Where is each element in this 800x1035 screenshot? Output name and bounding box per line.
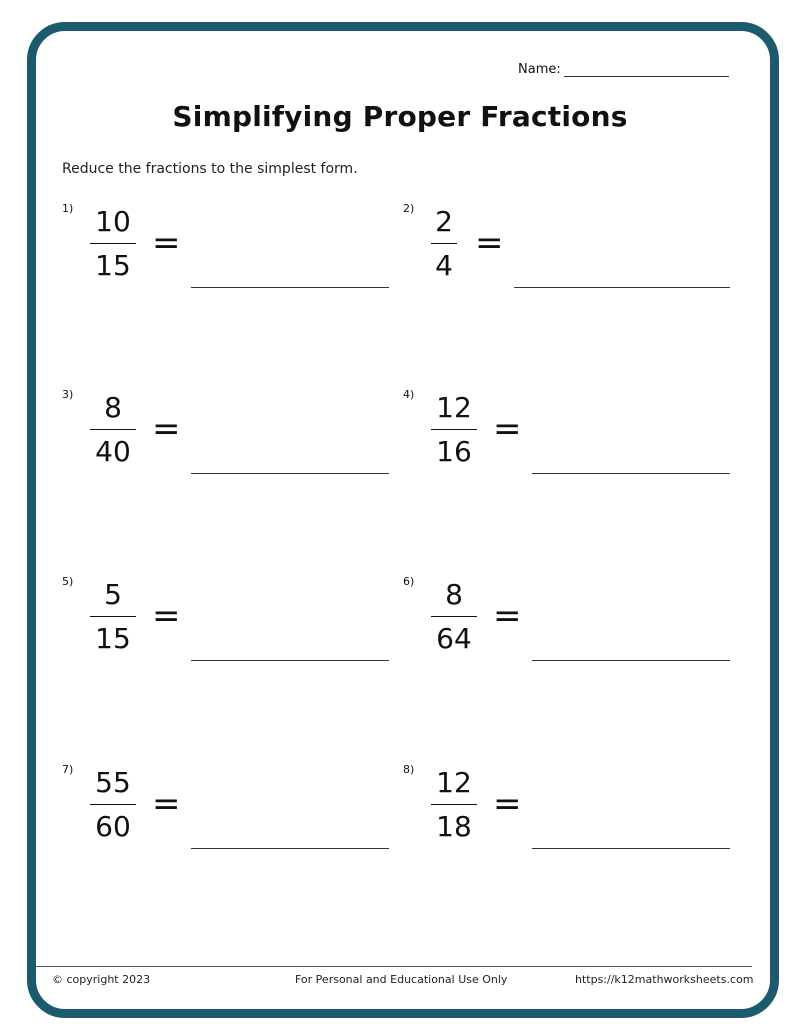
name-blank-line[interactable] [564, 62, 729, 77]
numerator: 55 [95, 766, 131, 799]
answer-line[interactable] [191, 848, 389, 849]
equals-sign: = [493, 409, 522, 449]
fraction [90, 767, 136, 843]
answer-line[interactable] [532, 848, 730, 849]
fraction-bar [90, 616, 136, 617]
fraction-bar [431, 243, 457, 244]
name-label: Name: [518, 62, 561, 77]
fraction [431, 206, 457, 282]
problem-number: 7) [62, 763, 74, 776]
numerator: 8 [104, 391, 122, 424]
fraction [90, 392, 136, 468]
fraction [431, 579, 477, 655]
footer-divider [36, 966, 752, 967]
problem-1 [62, 202, 402, 312]
denominator: 4 [435, 249, 453, 282]
fraction [90, 206, 136, 282]
problem-2 [403, 202, 743, 312]
instructions: Reduce the fractions to the simplest form. [62, 161, 358, 177]
numerator: 12 [436, 391, 472, 424]
fraction-bar [90, 804, 136, 805]
answer-line[interactable] [532, 473, 730, 474]
numerator: 2 [435, 205, 453, 238]
problem-6 [403, 575, 743, 685]
fraction [90, 579, 136, 655]
answer-line[interactable] [191, 660, 389, 661]
problem-number: 1) [62, 202, 74, 215]
answer-line[interactable] [514, 287, 730, 288]
answer-line[interactable] [532, 660, 730, 661]
denominator: 64 [436, 622, 472, 655]
equals-sign: = [475, 223, 504, 263]
denominator: 40 [95, 435, 131, 468]
problem-5 [62, 575, 402, 685]
footer-usage-note: For Personal and Educational Use Only [295, 973, 508, 986]
numerator: 12 [436, 766, 472, 799]
problem-number: 5) [62, 575, 74, 588]
equals-sign: = [493, 784, 522, 824]
problem-7 [62, 763, 402, 873]
denominator: 18 [436, 810, 472, 843]
problem-number: 4) [403, 388, 415, 401]
fraction [431, 767, 477, 843]
equals-sign: = [493, 596, 522, 636]
answer-line[interactable] [191, 287, 389, 288]
name-field[interactable] [518, 62, 729, 77]
problem-3 [62, 388, 402, 498]
footer-website-link[interactable]: https://k12mathworksheets.com [575, 973, 754, 986]
footer-copyright: © copyright 2023 [52, 973, 151, 986]
denominator: 15 [95, 249, 131, 282]
numerator: 10 [95, 205, 131, 238]
problem-8 [403, 763, 743, 873]
fraction-bar [90, 429, 136, 430]
answer-line[interactable] [191, 473, 389, 474]
problem-number: 6) [403, 575, 415, 588]
equals-sign: = [152, 223, 181, 263]
problem-number: 3) [62, 388, 74, 401]
fraction [431, 392, 477, 468]
fraction-bar [90, 243, 136, 244]
fraction-bar [431, 804, 477, 805]
equals-sign: = [152, 784, 181, 824]
denominator: 16 [436, 435, 472, 468]
equals-sign: = [152, 409, 181, 449]
worksheet-title: Simplifying Proper Fractions [172, 100, 628, 133]
denominator: 60 [95, 810, 131, 843]
problem-number: 2) [403, 202, 415, 215]
problem-4 [403, 388, 743, 498]
numerator: 8 [445, 578, 463, 611]
denominator: 15 [95, 622, 131, 655]
problem-number: 8) [403, 763, 415, 776]
equals-sign: = [152, 596, 181, 636]
numerator: 5 [104, 578, 122, 611]
fraction-bar [431, 429, 477, 430]
fraction-bar [431, 616, 477, 617]
